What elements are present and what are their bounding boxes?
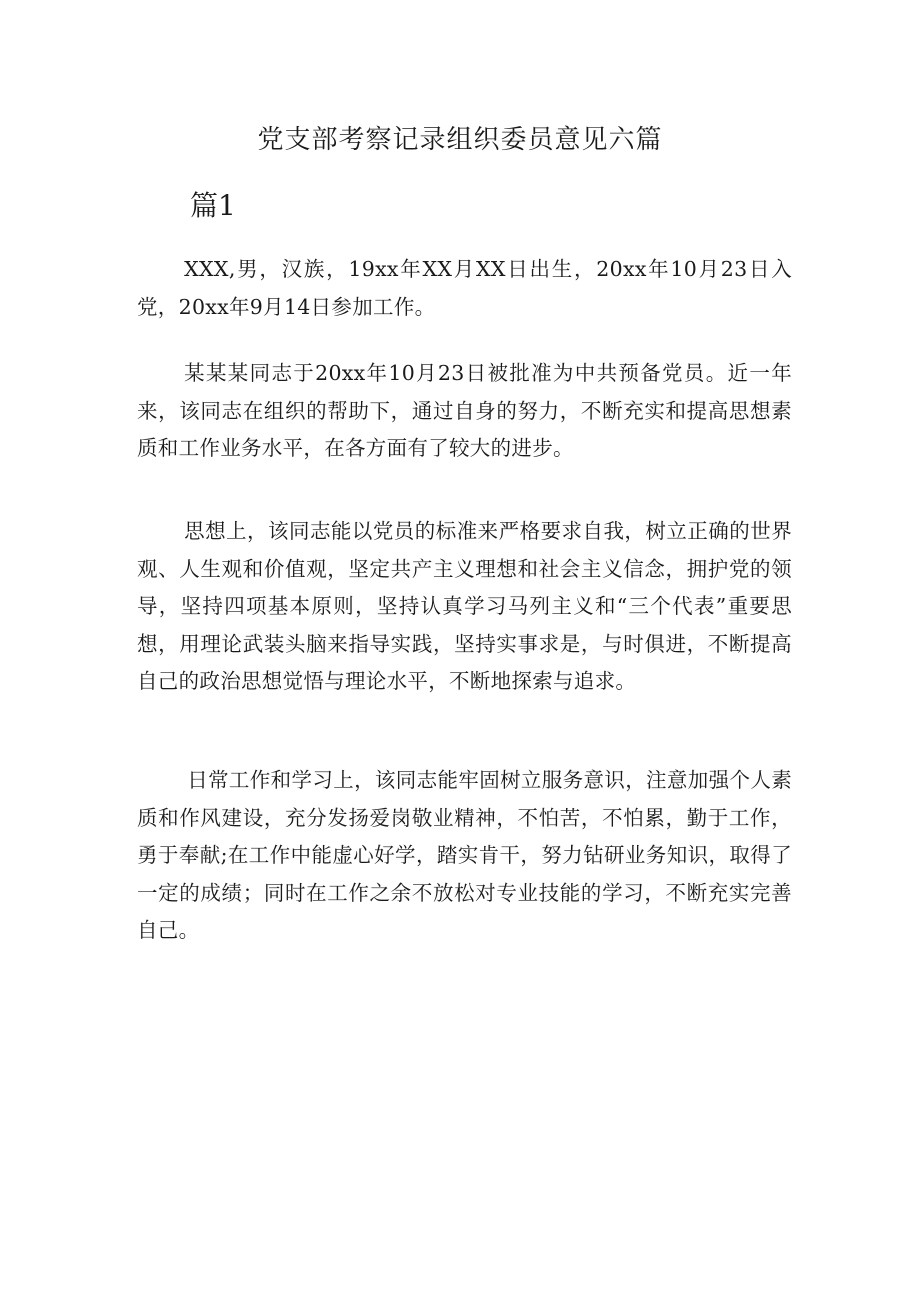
paragraph-personal-info: XXX,男，汉族，19xx年XX月XX日出生，20xx年10月23日入党，20xx年9月14日参加工作。 (137, 257, 792, 319)
paragraph-work-study: 日常工作和学习上，该同志能牢固树立服务意识，注意加强个人素质和作风建设，充分发扬爱岗敬业精神，不怕苦，不怕累，勤于工作，勇于奉献;在工作中能虚心好学，踏实肯干，努力钻研业务知识，取得了一定的成绩；同时在工作之余不放松对专业技能的学习，不断充实完善自己。 (137, 768, 792, 942)
section-heading: 篇1 (190, 189, 236, 222)
paragraph-ideology: 思想上，该同志能以党员的标准来严格要求自我，树立正确的世界观、人生观和价值观，坚定共产主义理想和社会主义信念，拥护党的领导，坚持四项基本原则，坚持认真学习马列主义和“三个代表”重要思想，用理论武装头脑来指导实践，坚持实事求是，与时俱进，不断提高自己的政治思想觉悟与理论水平，不断地探索与追求。 (137, 519, 792, 693)
paragraph-summary: 某某某同志于20xx年10月23日被批准为中共预备党员。近一年来，该同志在组织的帮助下，通过自身的努力，不断充实和提高思想素质和工作业务水平，在各方面有了较大的进步。 (137, 361, 792, 460)
document-title: 党支部考察记录组织委员意见六篇 (257, 125, 663, 155)
